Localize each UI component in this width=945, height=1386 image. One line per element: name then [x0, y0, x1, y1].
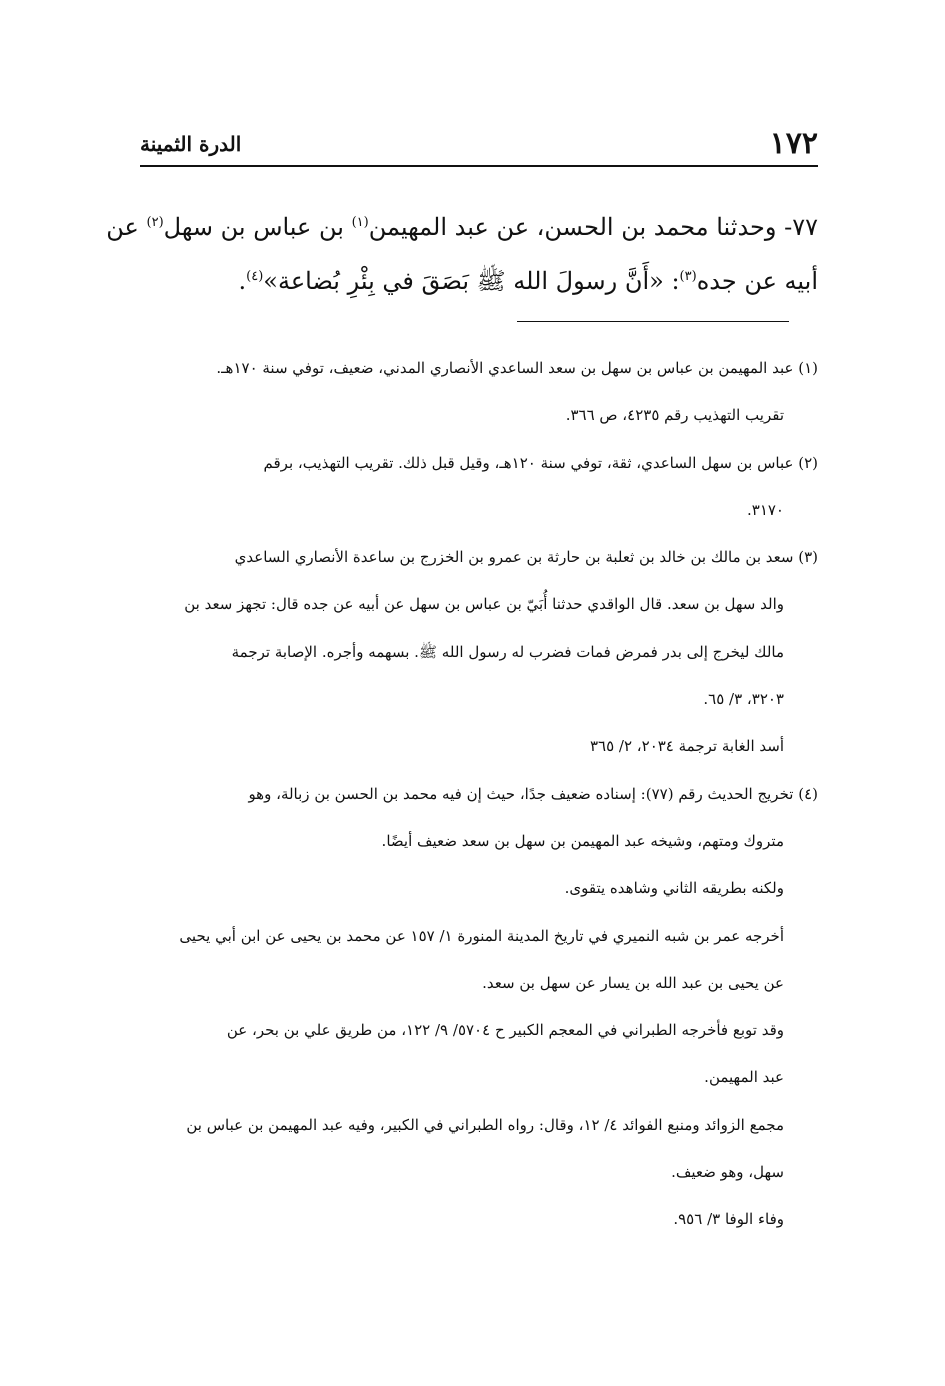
hadith-text-part: عن — [106, 213, 147, 241]
footnote-ref: (٢) — [146, 215, 164, 230]
footnote-line: وفاء الوفا ٣/ ٩٥٦. — [673, 1210, 784, 1229]
hadith-text-part: . — [238, 267, 247, 295]
hadith-text — [106, 200, 818, 308]
footnote-line: (٣) سعد بن مالك بن خالد بن ثعلبة بن حارثة بن عمرو بن الخزرج بن ساعدة الأنصاري الساعدي — [234, 548, 818, 567]
footnote-line: والد سهل بن سعد. قال الواقدي حدثنا أُبَيّ بن عباس بن سهل عن أبيه عن جده قال: تجهز سعد بن — [184, 595, 784, 614]
footnote-line: ولكنه بطريقه الثاني وشاهده يتقوى. — [564, 879, 784, 898]
footnote-line: عبد المهيمن. — [704, 1068, 784, 1087]
hadith-line-2 — [140, 254, 818, 308]
hadith-line-1 — [106, 200, 818, 254]
footnote-line: أسد الغابة ترجمة ٢٠٣٤، ٢/ ٣٦٥ — [589, 737, 784, 756]
running-title: الدرة الثمينة — [140, 132, 242, 156]
footnotes — [140, 345, 818, 1244]
footnote-line: عن يحيى بن عبد الله بن يسار عن سهل بن سعد. — [482, 973, 784, 992]
footnote-line: تقريب التهذيب رقم ٤٢٣٥، ص ٣٦٦. — [565, 406, 784, 425]
footnote-line: مالك ليخرج إلى بدر فمرض فمات فضرب له رسول الله ﷺ. بسهمه وأجره. الإصابة ترجمة — [231, 642, 784, 661]
header-rule — [140, 165, 818, 167]
hadith-text-part: أبيه عن جده — [696, 267, 818, 295]
footnote-ref: (٤) — [246, 269, 264, 284]
footnote-line: ٣٢٠٣، ٣/ ٦٥. — [703, 690, 784, 709]
hadith-text-part: ٧٧- وحدثنا محمد بن الحسن، عن عبد المهيمن — [368, 213, 818, 241]
footnote-line: (١) عبد المهيمن بن عباس بن سهل بن سعد الساعدي الأنصاري المدني، ضعيف، توفي سنة ١٧٠هـ. — [216, 359, 818, 377]
footnote-line: (٢) عباس بن سهل الساعدي، ثقة، توفي سنة ١٢٠هـ، وقيل قبل ذلك. تقريب التهذيب، برقم — [263, 453, 818, 472]
hadith-text-part: : «أَنَّ رسولَ الله ﷺ بَصَقَ في بِئْرِ بُضاعة» — [263, 267, 680, 295]
footnote-line: متروك ومتهم، وشيخه عبد المهيمن بن سهل بن سعد ضعيف أيضًا. — [381, 831, 784, 850]
hadith-text-part: بن عباس بن سهل — [163, 213, 352, 241]
footnote-line: أخرجه عمر بن شبه النميري في تاريخ المدينة المنورة ١/ ١٥٧ عن محمد بن يحيى عن ابن أبي يحيى — [179, 926, 784, 945]
footnote-ref: (١) — [351, 215, 369, 230]
footnote-line: ٣١٧٠. — [746, 500, 784, 519]
footnote-line: سهل، وهو ضعيف. — [671, 1163, 784, 1182]
footnote-ref: (٣) — [679, 269, 697, 284]
footnote-line: (٤) تخريج الحديث رقم (٧٧): إسناده ضعيف جدًا، حيث إن فيه محمد بن الحسن بن زبالة، وهو — [248, 784, 818, 803]
page-number: ١٧٢ — [769, 126, 818, 161]
footnote-line: وقد توبع فأخرجه الطبراني في المعجم الكبير ح ٥٧٠٤/ ٩/ ١٢٢، من طريق علي بن بحر، عن — [226, 1021, 784, 1040]
footnote-separator — [517, 321, 789, 322]
footnote-line: مجمع الزوائد ومنبع الفوائد ٤/ ١٢، وقال: رواه الطبراني في الكبير، وفيه عبد المهيمن بن عباس بن — [186, 1115, 784, 1134]
page-header — [140, 126, 818, 160]
